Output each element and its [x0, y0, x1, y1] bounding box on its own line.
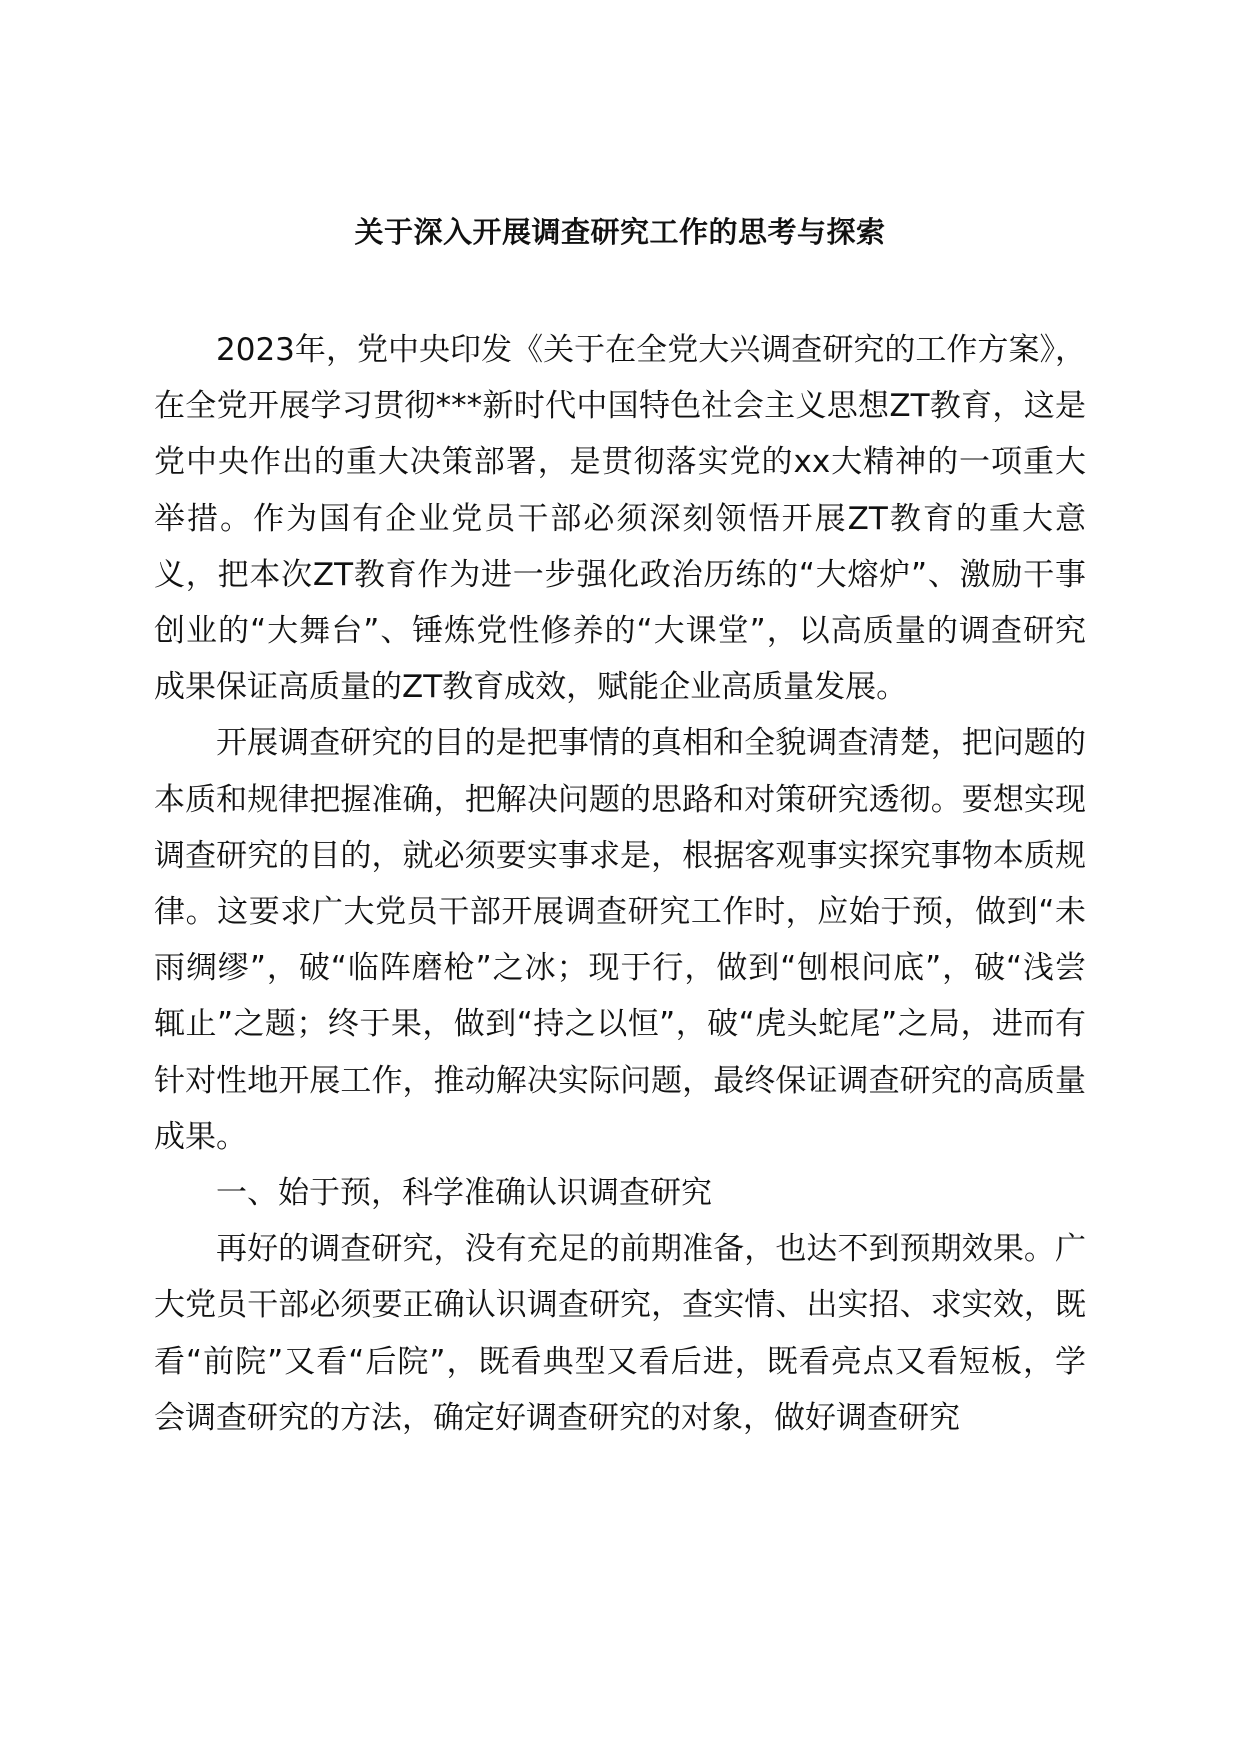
document-title: 关于深入开展调查研究工作的思考与探索 [354, 215, 886, 249]
paragraph-section-1: 再好的调查研究，没有充足的前期准备，也达不到预期效果。广大党员干部必须要正确认识调查研究，查实情、出实招、求实效，既看“前院”又看“后院”，既看典型又看后进，既看亮点又看短板，学会调查研究的方法，确定好调查研究的对象，做好调查研究 [154, 1231, 1086, 1436]
section-heading-1: 一、始于预，科学准确认识调查研究 [216, 1175, 712, 1212]
paragraph-purpose: 开展调查研究的目的是把事情的真相和全貌调查清楚，把问题的本质和规律把握准确，把解决问题的思路和对策研究透彻。要想实现调查研究的目的，就必须要实事求是，根据客观事实探究事物本质规律。这要求广大党员干部开展调查研究工作时，应始于预，做到“未雨绸缪”，破“临阵磨枪”之冰；现于行，做到“刨根问底”，破“浅尝辄止”之题；终于果，做到“持之以恒”，破“虎头蛇尾”之局，进而有针对性地开展工作，推动解决实际问题，最终保证调查研究的高质量成果。 [154, 725, 1086, 1155]
paragraph-intro: 2023年，党中央印发《关于在全党大兴调查研究的工作方案》，在全党开展学习贯彻***新时代中国特色社会主义思想ZT教育，这是党中央作出的重大决策部署，是贯彻落实党的xx大精神的一项重大举措。作为国有企业党员干部必须深刻领悟开展ZT教育的重大意义，把本次ZT教育作为进一步强化政治历练的“大熔炉”、激励干事创业的“大舞台”、锤炼党性修养的“大课堂”，以高质量的调查研究成果保证高质量的ZT教育成效，赋能企业高质量发展。 [154, 332, 1086, 706]
document-body [154, 322, 1086, 1446]
